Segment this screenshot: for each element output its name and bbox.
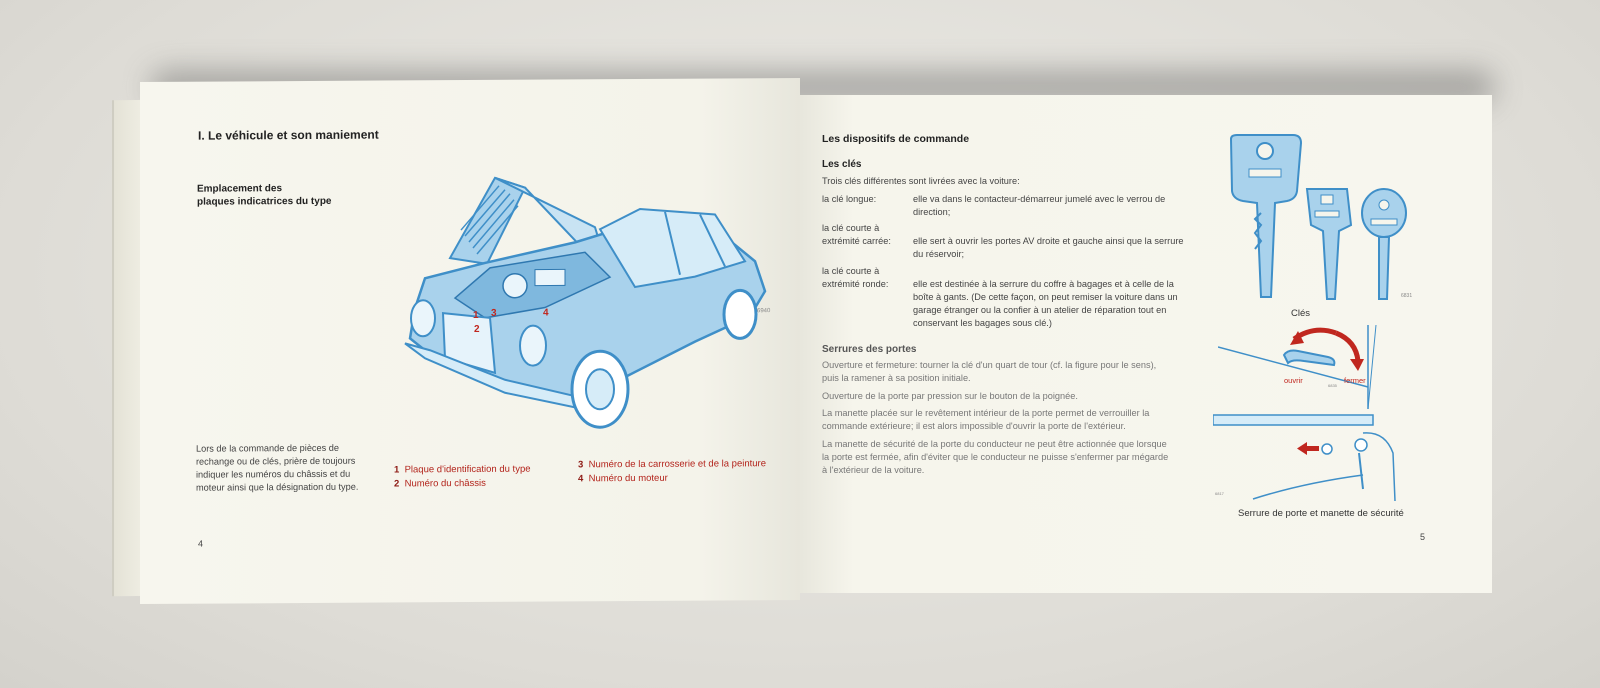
section-title-line2: plaques indicatrices du type: [197, 195, 332, 208]
order-note-line: Lors de la commande de pièces de: [196, 442, 340, 454]
door-figure-code: 6817: [1215, 491, 1224, 496]
paragraph-line: La manette placée sur le revêtement intérieur de la porte permet de verrouiller la: [822, 408, 1150, 418]
legend-text: Numéro du moteur: [588, 472, 668, 485]
handle-figure-code: 6835: [1328, 383, 1337, 388]
right-page: [798, 95, 1492, 593]
key-term-line: extrémité ronde:: [822, 279, 889, 289]
paragraph-line: Ouverture et fermeture: tourner la clé d'un quart de tour (cf. la figure pour le sens),: [822, 360, 1157, 370]
legend-number: 3: [578, 459, 584, 471]
key-desc-line: direction;: [913, 207, 951, 217]
keys-caption: Clés: [1291, 308, 1311, 319]
key-desc-line: elle est destinée à la serrure du coffre à bagages et à celle de la: [913, 279, 1174, 289]
legend-number: 1: [394, 464, 400, 476]
callout-1: 1: [473, 309, 479, 321]
key-desc-round: [913, 278, 1215, 330]
legend-text: Numéro du châssis: [404, 477, 486, 490]
page-number-right: 5: [1420, 532, 1426, 542]
legend-number: 4: [578, 473, 584, 485]
key-term-line: la clé longue:: [822, 194, 877, 204]
key-term-line: extrémité carrée:: [822, 236, 891, 246]
paragraph-line: Ouverture de la porte par pression sur le bouton de la poignée.: [822, 391, 1078, 401]
key-term-square: [822, 222, 891, 248]
locks-paragraph-3: [822, 407, 1217, 433]
safety-lever-figure: [1213, 413, 1403, 503]
locks-paragraph-2: [822, 390, 1217, 403]
paragraph-line: La manette de sécurité de la porte du conducteur ne peut être actionnée que lorsque: [822, 439, 1167, 449]
legend-item-4: [578, 472, 668, 487]
legend-number: 2: [394, 478, 400, 490]
key-desc-line: garage étranger ou la confier à un atelier de réparation tout en: [913, 305, 1167, 315]
legend-item-2: [394, 477, 486, 492]
figure-code: 6940: [757, 308, 771, 315]
car-illustration: [395, 166, 785, 438]
key-desc-line: boîte à gants. (De cette façon, on peut remiser la voiture dans un: [913, 292, 1178, 302]
key-term-line: la clé courte à: [822, 223, 880, 233]
key-term-round: [822, 265, 888, 291]
key-desc-line: elle sert à ouvrir les portes AV droite et gauche ainsi que la serrure: [913, 236, 1184, 246]
locks-heading: Serrures des portes: [822, 344, 917, 355]
keys-intro: Trois clés différentes sont livrées avec la voiture:: [822, 176, 1020, 186]
locks-paragraph-4: [822, 438, 1217, 477]
order-note-line: rechange ou de clés, prière de toujours: [196, 455, 356, 467]
door-handle-figure: [1218, 323, 1398, 413]
chapter-title: I. Le véhicule et son maniement: [198, 127, 379, 143]
order-note-line: moteur ainsi que la désignation du type.: [196, 481, 359, 493]
paragraph-line: la porte est fermée, afin d'éviter que le conducteur ne puisse s'enfermer par mégarde: [822, 452, 1169, 462]
key-desc-line: conservant les bagages sous clé.): [913, 318, 1052, 328]
callout-4: 4: [543, 307, 549, 319]
key-term-long: [822, 193, 876, 206]
order-note-line: indiquer les numéros du châssis et du: [196, 468, 351, 480]
key-term-line: la clé courte à: [822, 266, 880, 276]
keys-figure: [1223, 133, 1413, 303]
legend-text: Numéro de la carrosserie et de la peinture: [588, 458, 767, 471]
left-page: [140, 78, 800, 604]
key-desc-line: du réservoir;: [913, 249, 965, 259]
order-note: [196, 442, 368, 495]
legend-item-1: [394, 463, 531, 478]
section-title-line1: Emplacement des: [197, 183, 283, 195]
paragraph-line: à l'extérieur de la voiture.: [822, 465, 925, 475]
page-title: Les dispositifs de commande: [822, 133, 970, 145]
locks-paragraph-1: [822, 359, 1217, 385]
keys-figure-code: 6831: [1401, 293, 1413, 299]
key-desc-square: [913, 235, 1215, 261]
keys-heading: Les clés: [822, 159, 862, 170]
callout-3: 3: [491, 307, 497, 319]
page-number-left: 4: [198, 538, 204, 549]
paragraph-line: commande extérieure; il est alors impossible d'ouvrir la porte de l'extérieur.: [822, 421, 1126, 431]
key-desc-long: [913, 193, 1215, 219]
label-ouvrir: ouvrir: [1284, 376, 1303, 385]
door-caption: Serrure de porte et manette de sécurité: [1238, 508, 1404, 519]
legend-item-3: [578, 457, 766, 472]
key-desc-line: elle va dans le contacteur-démarreur jumelé avec le verrou de: [913, 194, 1166, 204]
paragraph-line: puis la ramener à sa position initiale.: [822, 373, 971, 383]
label-fermer: fermer: [1344, 376, 1366, 385]
legend-text: Plaque d'identification du type: [404, 463, 531, 476]
callout-2: 2: [474, 323, 480, 335]
